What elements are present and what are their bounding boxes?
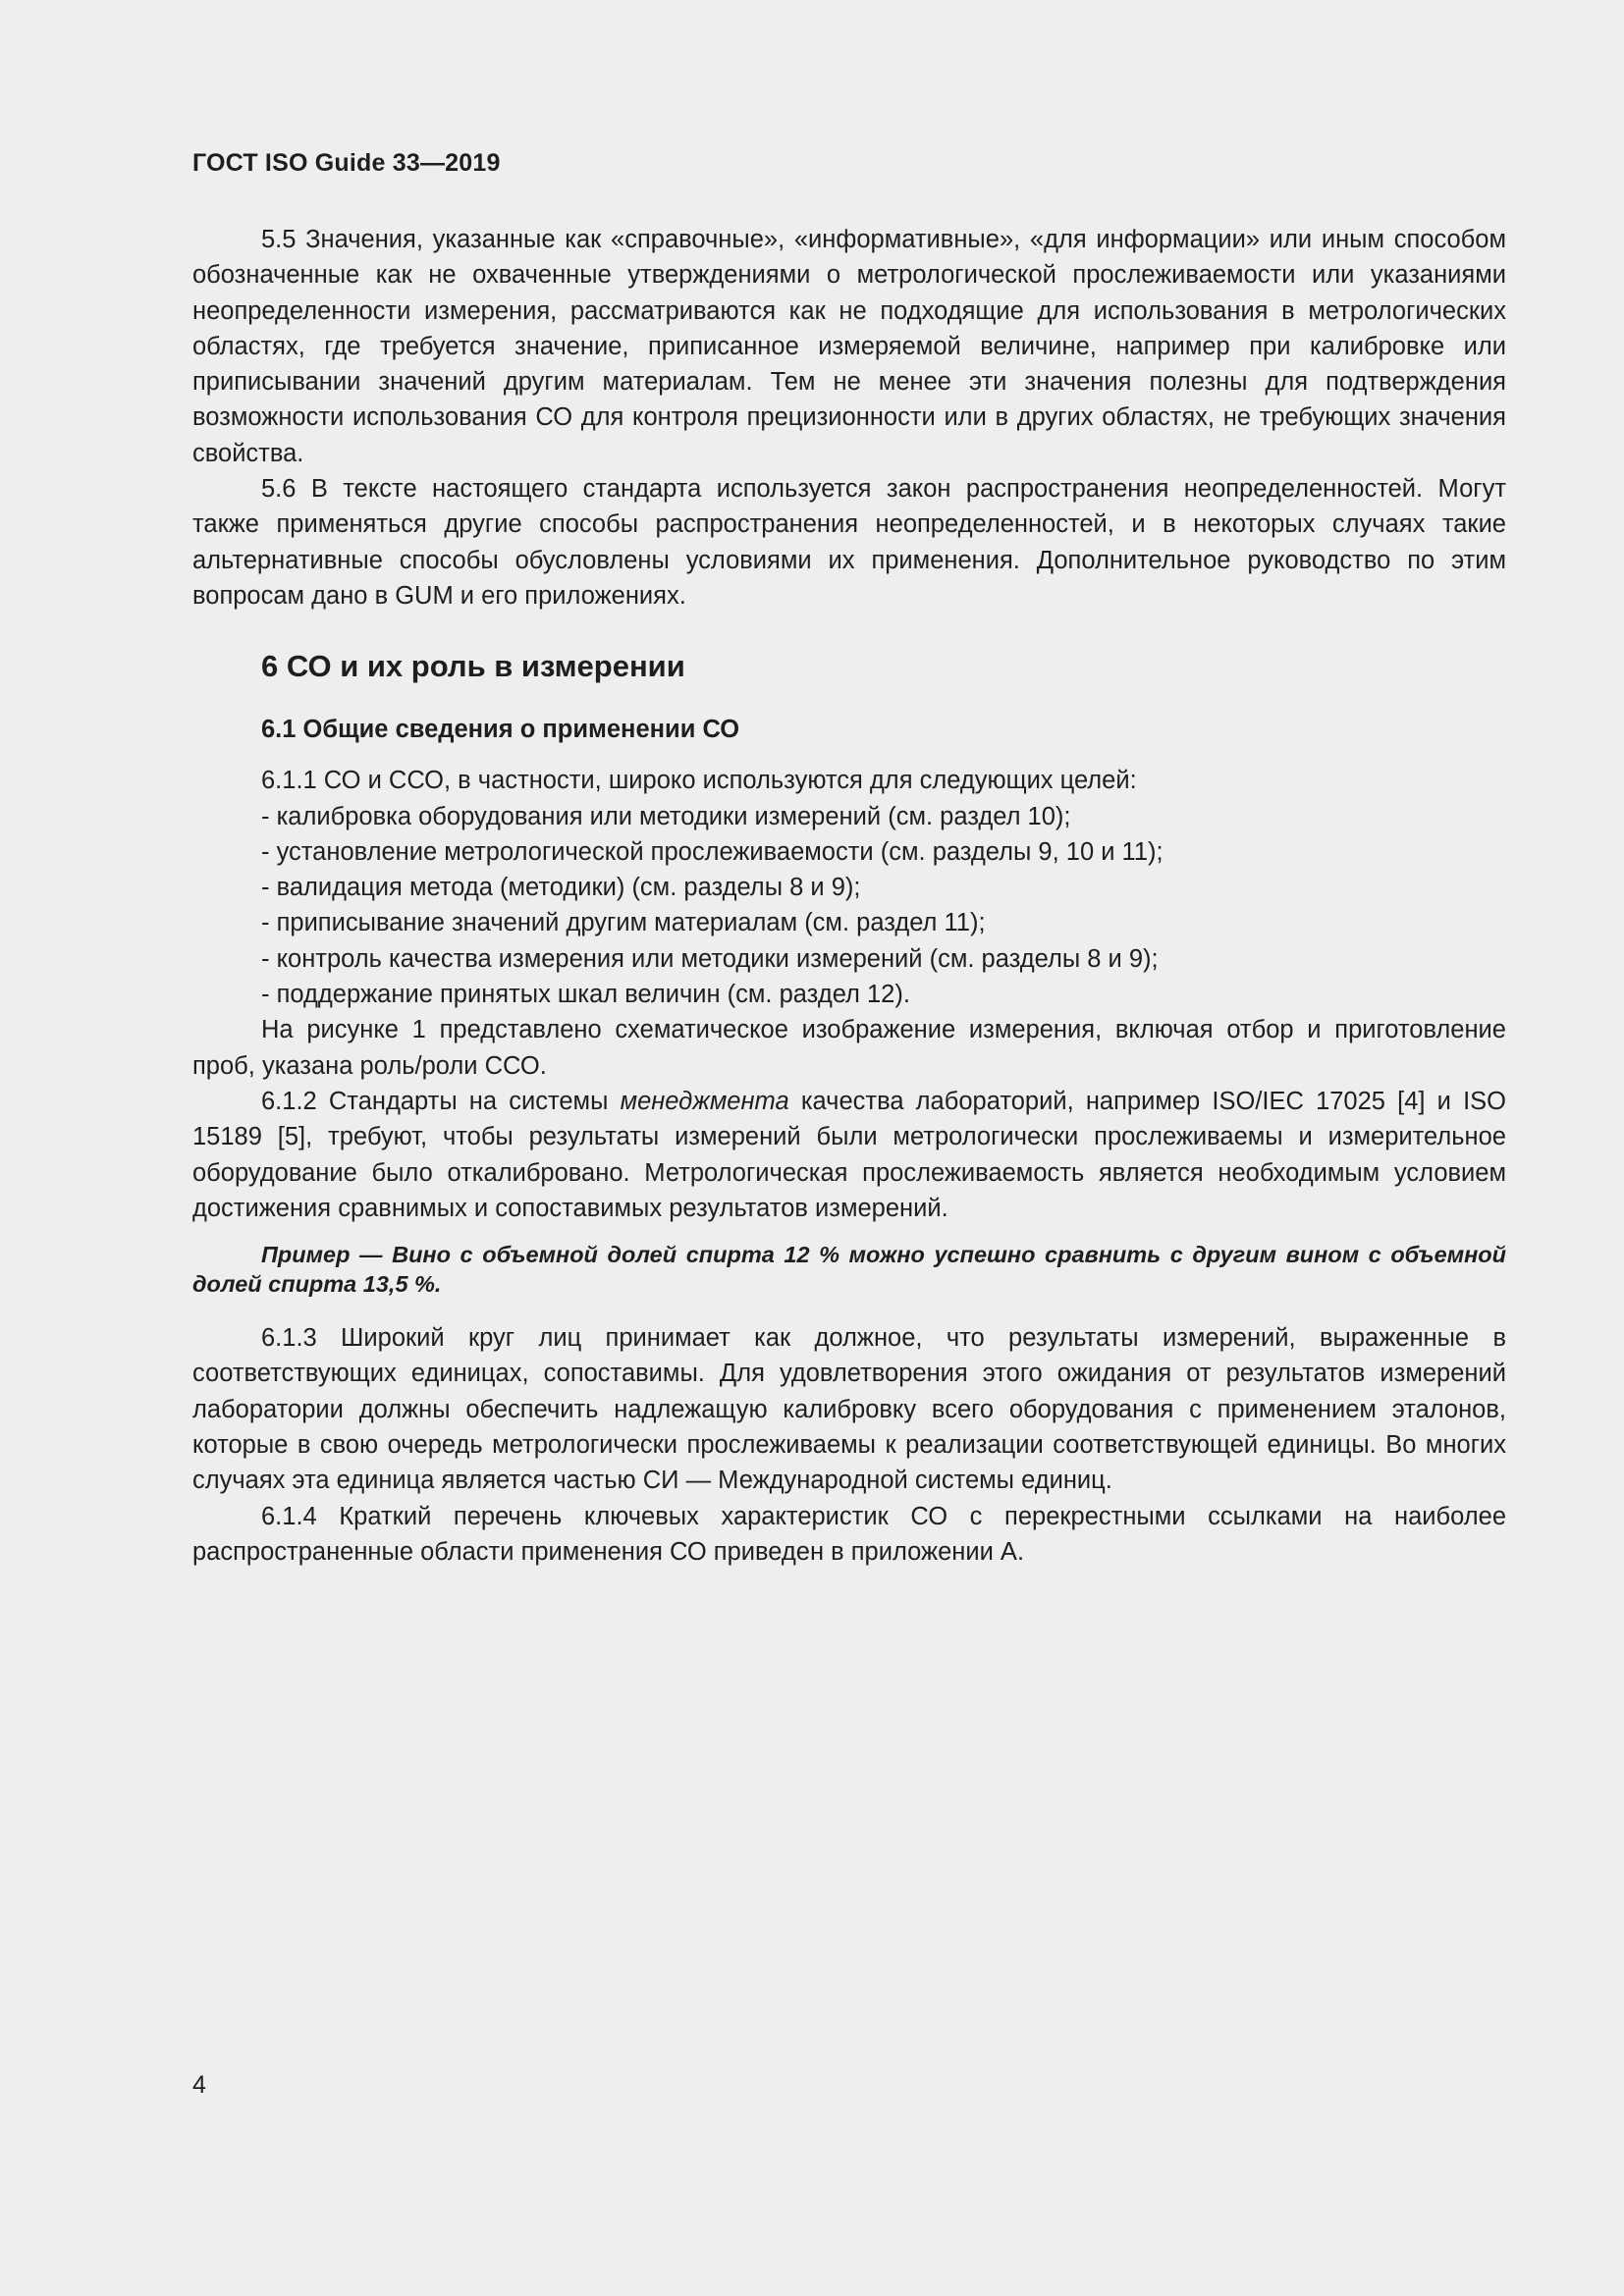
example-note: Пример — Вино с объемной долей спирта 12 % можно успешно сравнить с другим вином с объемной долей спирта 13,5 %.	[192, 1242, 1506, 1298]
paragraph-6-1-2	[192, 1084, 1506, 1226]
document-header: ГОСТ ISO Guide 33—2019	[192, 149, 501, 177]
section-6-1-heading: 6.1 Общие сведения о применении СО	[261, 716, 740, 744]
paragraph-6-1-3: 6.1.3 Широкий круг лиц принимает как должное, что результаты измерений, выраженные в соответствующих единицах, сопоставимы. Для удовлетворения этого ожидания от результатов измерений лаборатории должны обеспечить надлежащую калибровку всего оборудования с применением эталонов, которые в свою очередь метрологически прослеживаемы к реализации соответствующей единицы. Во многих случаях эта единица является частью СИ — Международной системы единиц.	[192, 1324, 1506, 1495]
list-item: - валидация метода (методики) (см. разделы 8 и 9);	[261, 874, 861, 902]
paragraph-figure-reference: На рисунке 1 представлено схематическое изображение измерения, включая отбор и приготовление проб, указана роль/роли ССО.	[192, 1016, 1506, 1080]
paragraph-6-1-1: 6.1.1 СО и ССО, в частности, широко используются для следующих целей:	[261, 767, 1137, 795]
document-body	[192, 222, 1506, 1570]
section-6-heading: 6 СО и их роль в измерении	[261, 649, 685, 684]
paragraph-6-1-4: 6.1.4 Краткий перечень ключевых характеристик СО с перекрестными ссылками на наиболее распространенные области применения СО приведен в приложении А.	[192, 1502, 1506, 1566]
paragraph-6-1-2-emphasis: менеджмента	[620, 1087, 789, 1115]
list-item: - установление метрологической прослеживаемости (см. разделы 9, 10 и 11);	[261, 837, 1164, 866]
purpose-list	[192, 799, 1506, 1013]
list-item: - калибровка оборудования или методики измерений (см. раздел 10);	[261, 802, 1071, 830]
list-item: - приписывание значений другим материалам (см. раздел 11);	[261, 909, 986, 937]
paragraph-6-1-2-rest: качества лабораторий, например ISO/IEC 17025 [4] и ISO 15189 [5], требуют, чтобы результаты измерений были метрологически прослеживаемы и измерительное оборудование было откалибровано. Метрологическая прослеживаемость является необходимым условием достижения сравнимых и сопоставимых результатов измерений.	[192, 1087, 1507, 1222]
page-number: 4	[192, 2071, 206, 2099]
paragraph-6-1-2-start: 6.1.2 Стандарты на системы	[261, 1087, 621, 1115]
list-item: - поддержание принятых шкал величин (см. раздел 12).	[261, 981, 910, 1009]
paragraph-5-5: 5.5 Значения, указанные как «справочные», «информативные», «для информации» или иным способом обозначенные как не охваченные утверждениями о метрологической прослеживаемости или указаниями неопределенности измерения, рассматриваются как не подходящие для использования в метрологических областях, где требуется значение, приписанное измеряемой величине, например при калибровке или приписывании значений другим материалам. Тем не менее эти значения полезны для подтверждения возможности использования СО для контроля прецизионности или в других областях, не требующих значения свойства.	[192, 226, 1506, 467]
list-item: - контроль качества измерения или методики измерений (см. разделы 8 и 9);	[261, 944, 1159, 973]
paragraph-5-6: 5.6 В тексте настоящего стандарта используется закон распространения неопределенностей. Могут также применяться другие способы распространения неопределенностей, и в некоторых случаях такие альтернативные способы обусловлены условиями их применения. Дополнительное руководство по этим вопросам дано в GUM и его приложениях.	[192, 475, 1506, 610]
